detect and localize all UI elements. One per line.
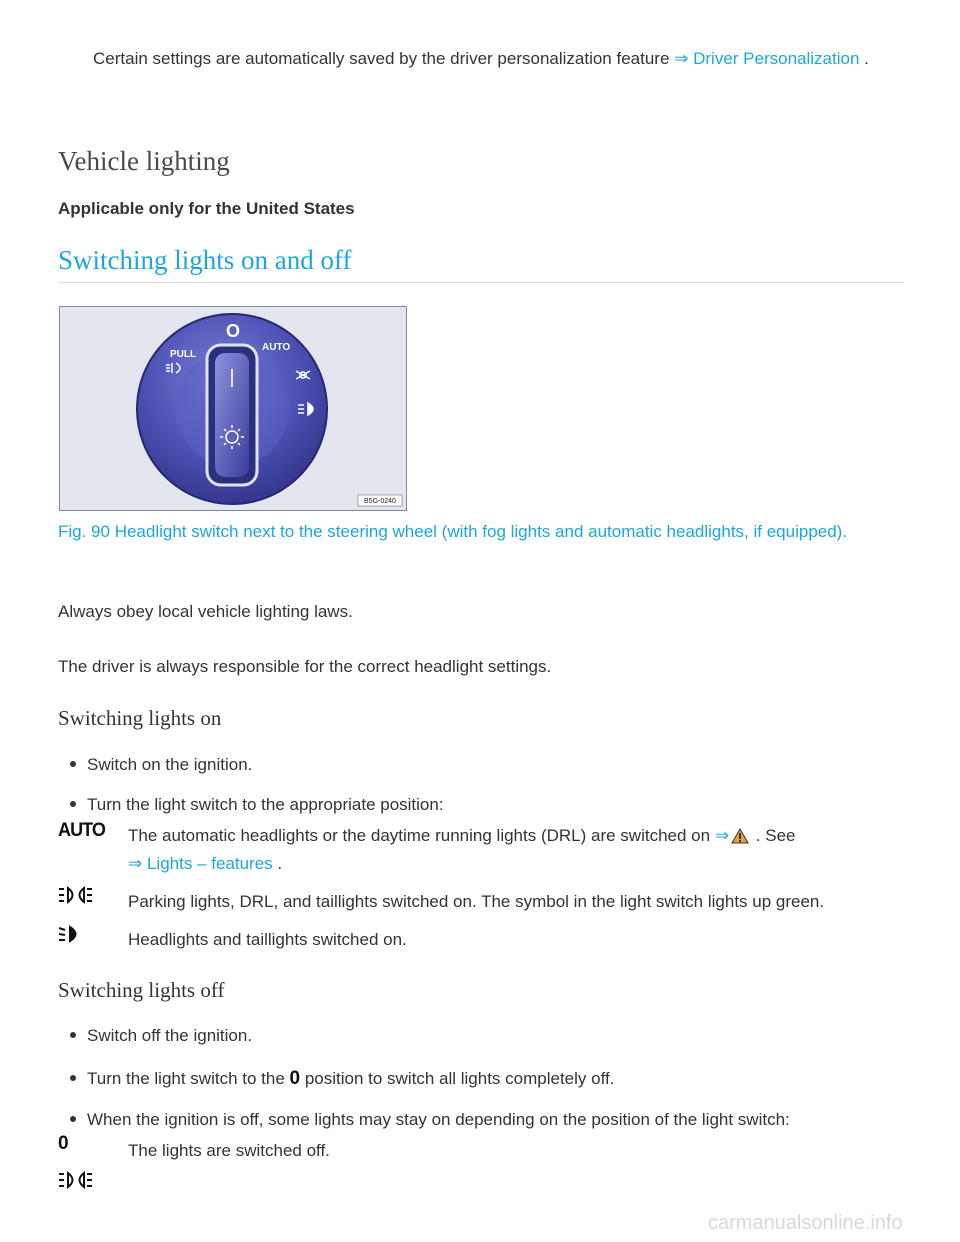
section-title: Vehicle lighting: [58, 146, 230, 176]
headlights-description: Headlights and taillights switched on.: [128, 930, 407, 949]
subsection-title: Switching lights on and off: [58, 245, 352, 275]
parking-lights-icon: [58, 885, 94, 910]
on-section-title: Switching lights on: [58, 706, 222, 730]
figure-caption: Fig. 90 Headlight switch next to the steering wheel (with fog lights and automatic headlights, if equipped).: [58, 522, 848, 541]
off-symbol: 0: [58, 1133, 69, 1154]
auto-description: The automatic headlights or the daytime running lights (DRL) are switched on ⇒ . See ⇒ Lights – features .: [128, 826, 796, 873]
divider: [58, 282, 904, 283]
figure-code: B5G-0240: [364, 498, 396, 505]
auto-position-label: AUTO: [262, 342, 291, 353]
headlight-switch-figure: [59, 306, 407, 511]
warning-link[interactable]: ⇒: [714, 826, 730, 845]
applicability-note: Applicable only for the United States: [58, 199, 355, 218]
headlights-icon: [58, 924, 84, 949]
off-description: The lights are switched off.: [128, 1141, 330, 1160]
headlight-switch-illustration: [60, 307, 406, 510]
list-item: Turn the light switch to the 0 position to switch all lights completely off.: [70, 1068, 614, 1090]
watermark: carmanualsonline.info: [708, 1212, 903, 1234]
warning-icon: [731, 828, 749, 844]
driver-personalization-link[interactable]: ⇒ Driver Personalization: [674, 49, 860, 68]
off-symbol-inline: 0: [289, 1068, 301, 1089]
pull-label: PULL: [170, 349, 197, 360]
parking-lights-description: Parking lights, DRL, and taillights switched on. The symbol in the light switch lights up green.: [128, 892, 825, 911]
auto-symbol: AUTO: [58, 820, 106, 841]
list-item: When the ignition is off, some lights may stay on depending on the position of the light switch:: [70, 1110, 790, 1130]
list-item: Turn the light switch to the appropriate position:: [70, 795, 444, 815]
lights-features-link[interactable]: ⇒ Lights – features: [128, 854, 273, 873]
paragraph-responsible: The driver is always responsible for the correct headlight settings.: [58, 657, 552, 676]
intro-paragraph: Certain settings are automatically saved by the driver personalization feature ⇒ Driver Personalization .: [93, 49, 869, 68]
list-item: Switch on the ignition.: [70, 755, 252, 775]
parking-lights-icon: [58, 1170, 94, 1195]
paragraph-laws: Always obey local vehicle lighting laws.: [58, 602, 353, 621]
off-position-label: O: [225, 321, 241, 341]
list-item: Switch off the ignition.: [70, 1026, 252, 1046]
off-section-title: Switching lights off: [58, 978, 225, 1002]
